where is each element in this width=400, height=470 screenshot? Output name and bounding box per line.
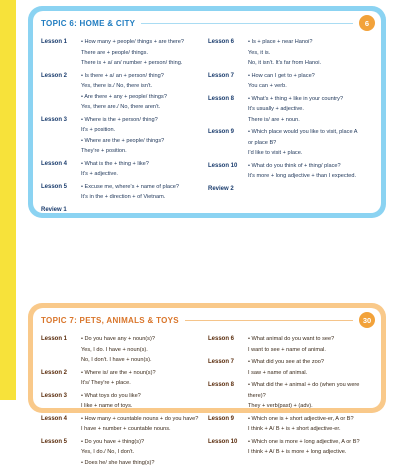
topic-6-divider <box>141 23 353 24</box>
lesson-pattern-line: • Where are the + people/ things? <box>81 137 165 144</box>
topic-6-card <box>28 6 386 218</box>
lesson-patterns <box>248 437 375 458</box>
lesson-entry <box>41 334 208 366</box>
lesson-pattern-line: There are + people/ things. <box>81 49 149 56</box>
topic-7-card <box>28 303 386 466</box>
topic-6-right-column <box>208 37 375 217</box>
lesson-pattern-line: or place B? <box>248 139 277 146</box>
lesson-pattern-line: • Which place would you like to visit, place A <box>248 129 358 135</box>
topic-6-inner <box>33 11 381 213</box>
lesson-patterns <box>248 357 375 378</box>
lesson-patterns <box>81 115 208 157</box>
lesson-patterns <box>81 437 208 469</box>
lesson-pattern-line: You can + verb. <box>248 83 287 89</box>
lesson-pattern-line: It's + adjective. <box>81 171 118 177</box>
lesson-label: Lesson 4 <box>41 160 68 167</box>
lesson-pattern-line: • Do you have any + noun(s)? <box>81 336 155 342</box>
lesson-pattern-line: It's usually + adjective. <box>248 106 304 112</box>
lesson-entry <box>208 437 375 458</box>
lesson-pattern-line: It's + position. <box>81 127 116 133</box>
lesson-label: Lesson 9 <box>208 129 235 135</box>
lesson-pattern-line: • What animal do you want to see? <box>248 336 335 342</box>
lesson-entry <box>41 437 208 469</box>
lesson-entry <box>41 71 208 113</box>
yellow-side-stripe <box>0 0 16 400</box>
lesson-label: Lesson 7 <box>208 359 235 365</box>
lesson-entry <box>41 391 208 412</box>
lesson-pattern-line: I saw + name of animal. <box>248 369 308 376</box>
lesson-label: Lesson 2 <box>41 72 68 79</box>
lesson-pattern-line: • Excuse me, where's + name of place? <box>81 183 180 190</box>
lesson-patterns <box>248 127 375 159</box>
lesson-entry <box>41 205 208 216</box>
lesson-label: Lesson 10 <box>208 162 238 169</box>
topic-6-title: TOPIC 6: HOME & CITY <box>41 18 136 28</box>
lesson-pattern-line: • How can I get to + place? <box>248 72 315 79</box>
lesson-label: Review 1 <box>41 206 67 213</box>
topic-6-lessons <box>41 37 375 217</box>
lesson-entry <box>41 159 208 180</box>
topic-7-header <box>33 308 381 332</box>
lesson-entry <box>208 334 375 355</box>
lesson-pattern-line: I have + number + countable nouns. <box>81 426 171 432</box>
lesson-pattern-line: • Where is/ are the + noun(s)? <box>81 369 156 376</box>
lesson-pattern-line: I think + A/ B + is + short adjective-er. <box>248 426 341 432</box>
lesson-label: Lesson 3 <box>41 392 68 399</box>
lesson-pattern-line: I think + A/ B + is more + long adjective. <box>248 449 347 455</box>
lesson-pattern-line: • Are there + any + people/ things? <box>81 93 167 100</box>
topic-7-page-number: 30 <box>359 312 375 328</box>
lesson-entry <box>208 184 375 195</box>
topic-6-left-column <box>41 37 208 217</box>
lesson-label: Review 2 <box>208 185 234 192</box>
lesson-label: Lesson 5 <box>41 183 68 190</box>
lesson-pattern-line: No, it isn't. It's far from Hanoi. <box>248 60 322 66</box>
lesson-entry <box>208 94 375 126</box>
lesson-entry <box>208 161 375 182</box>
lesson-patterns <box>248 334 375 355</box>
topic-7-left-column <box>41 334 208 470</box>
lesson-pattern-line: I like + name of toys. <box>81 403 133 409</box>
lesson-pattern-line: I want to see + name of animal. <box>248 346 326 353</box>
lesson-entry <box>208 71 375 92</box>
lesson-patterns <box>81 334 208 366</box>
lesson-label: Lesson 3 <box>41 116 68 123</box>
topic-7-divider <box>185 320 353 321</box>
lesson-pattern-line: Yes, I do. I have + noun(s). <box>81 346 148 353</box>
lesson-entry <box>208 357 375 378</box>
lesson-patterns <box>248 184 375 195</box>
lesson-pattern-line: • What toys do you like? <box>81 392 141 399</box>
lesson-label: Lesson 6 <box>208 336 235 342</box>
lesson-patterns <box>248 380 375 412</box>
lesson-pattern-line: • Where is the + person/ thing? <box>81 116 158 123</box>
lesson-entry <box>41 37 208 69</box>
lesson-patterns <box>81 205 208 216</box>
lesson-pattern-line: Yes, it is. <box>248 49 271 56</box>
lesson-pattern-line: • Which one is + short adjective-er, A or B? <box>248 415 354 422</box>
lesson-entry <box>41 182 208 203</box>
lesson-label: Lesson 1 <box>41 39 68 45</box>
lesson-pattern-line: Yes, I do./ No, I don't. <box>81 449 135 455</box>
lesson-entry <box>208 127 375 159</box>
lesson-pattern-line: Yes, there is./ No, there isn't. <box>81 83 153 89</box>
lesson-pattern-line: • Does he/ she have thing(s)? <box>81 459 155 466</box>
lesson-patterns <box>81 159 208 180</box>
lesson-entry <box>208 380 375 412</box>
lesson-label: Lesson 6 <box>208 39 235 45</box>
lesson-label: Lesson 9 <box>208 415 235 422</box>
lesson-label: Lesson 1 <box>41 336 68 342</box>
lesson-patterns <box>248 161 375 182</box>
lesson-pattern-line: It's more + long adjective + than I expected. <box>248 173 357 179</box>
lesson-label: Lesson 5 <box>41 438 68 445</box>
lesson-pattern-line: • What did the + animal + do (when you were <box>248 382 360 388</box>
lesson-pattern-line: They're + position. <box>81 148 127 154</box>
lesson-pattern-line: It's in the + direction + of Vietnam. <box>81 194 166 200</box>
lesson-pattern-line <box>81 205 208 216</box>
topic-6-page-number: 6 <box>359 15 375 31</box>
lesson-entry <box>41 115 208 157</box>
topic-7-inner <box>33 308 381 466</box>
lesson-entry <box>208 37 375 69</box>
lesson-patterns <box>81 368 208 389</box>
lesson-entry <box>41 368 208 389</box>
lesson-entry <box>208 414 375 435</box>
lesson-pattern-line: I'd like to visit + place. <box>248 150 303 156</box>
lesson-pattern-line <box>248 184 375 195</box>
lesson-pattern-line: • Do you have + thing(s)? <box>81 438 145 445</box>
lesson-patterns <box>248 414 375 435</box>
lesson-pattern-line: No, I don't. I have + noun(s). <box>81 357 152 363</box>
lesson-pattern-line: • What's + thing + like in your country? <box>248 95 344 102</box>
lesson-label: Lesson 7 <box>208 72 235 79</box>
topic-7-title: TOPIC 7: PETS, ANIMALS & TOYS <box>41 315 179 325</box>
lesson-pattern-line: • Which one is more + long adjective, A or B? <box>248 438 360 445</box>
lesson-patterns <box>81 71 208 113</box>
lesson-patterns <box>248 94 375 126</box>
lesson-label: Lesson 8 <box>208 382 235 388</box>
lesson-label: Lesson 10 <box>208 438 238 445</box>
lesson-pattern-line: It's/ They're + place. <box>81 380 131 386</box>
lesson-pattern-line: They + verb(past) + (adv). <box>248 403 313 409</box>
lesson-pattern-line: • How many + people/ things + are there? <box>81 39 185 45</box>
topic-7-lessons <box>41 334 375 470</box>
topic-6-header <box>33 11 381 35</box>
lesson-pattern-line: • Is there + a/ an + person/ thing? <box>81 72 164 79</box>
lesson-patterns <box>81 37 208 69</box>
lesson-pattern-line: • What did you see at the zoo? <box>248 359 324 365</box>
lesson-pattern-line: There is + a/ an/ number + person/ thing. <box>81 60 183 66</box>
lesson-patterns <box>81 391 208 412</box>
lesson-pattern-line: there)? <box>248 392 266 399</box>
lesson-pattern-line: • What do you think of + thing/ place? <box>248 162 341 169</box>
lesson-pattern-line: • Is + place + near Hanoi? <box>248 39 313 45</box>
lesson-patterns <box>81 182 208 203</box>
lesson-pattern-line: • How many + countable nouns + do you have? <box>81 415 199 422</box>
lesson-patterns <box>248 37 375 69</box>
lesson-label: Lesson 8 <box>208 95 235 102</box>
lesson-label: Lesson 2 <box>41 369 68 376</box>
lesson-patterns <box>81 414 208 435</box>
lesson-pattern-line: Yes, there are./ No, there aren't. <box>81 104 161 110</box>
lesson-entry <box>41 414 208 435</box>
lesson-pattern-line: • What is the + thing + like? <box>81 160 149 167</box>
lesson-label: Lesson 4 <box>41 415 68 422</box>
lesson-pattern-line: There is/ are + noun. <box>248 116 300 123</box>
topic-7-right-column <box>208 334 375 470</box>
lesson-patterns <box>248 71 375 92</box>
